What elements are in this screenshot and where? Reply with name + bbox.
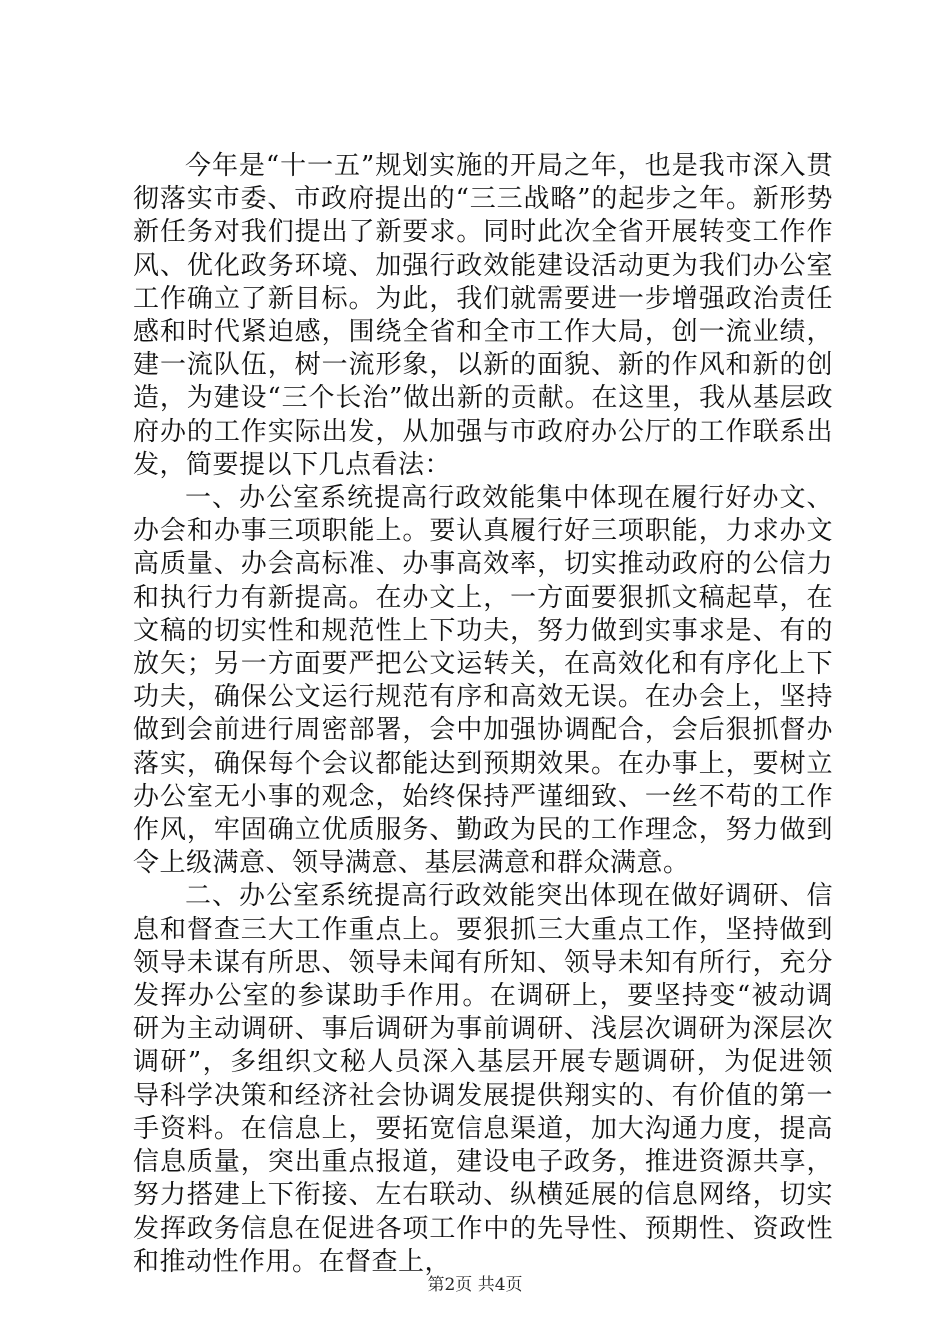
- paragraph-point-one: 一、办公室系统提高行政效能集中体现在履行好办文、办会和办事三项职能上。要认真履行好三项职能，力求办文高质量、办会高标准、办事高效率，切实推动政府的公信力和执行力有新提高。在办文上，一方面要狠抓文稿起草，在文稿的切实性和规范性上下功夫，努力做到实事求是、有的放矢；另一方面要严把公文运转关，在高效化和有序化上下功夫，确保公文运行规范有序和高效无误。在办会上，坚持做到会前进行周密部署，会中加强协调配合，会后狠抓督办落实，确保每个会议都能达到预期效果。在办事上，要树立办公室无小事的观念，始终保持严谨细致、一丝不苟的工作作风，牢固确立优质服务、勤政为民的工作理念，努力做到令上级满意、领导满意、基层满意和群众满意。: [133, 483, 833, 879]
- paragraph-intro: 今年是“十一五”规划实施的开局之年，也是我市深入贯彻落实市委、市政府提出的“三三战略”的起步之年。新形势新任务对我们提出了新要求。同时此次全省开展转变工作作风、优化政务环境、加强行政效能建设活动更为我们办公室工作确立了新目标。为此，我们就需要进一步增强政治责任感和时代紧迫感，围绕全省和全市工作大局，创一流业绩，建一流队伍，树一流形象，以新的面貌、新的作风和新的创造，为建设“三个长治”做出新的贡献。在这里，我从基层政府办的工作实际出发，从加强与市政府办公厅的工作联系出发，简要提以下几点看法：: [133, 151, 833, 480]
- document-body: [133, 150, 833, 1279]
- paragraph-point-two: 二、办公室系统提高行政效能突出体现在做好调研、信息和督查三大工作重点上。要狠抓三大重点工作，坚持做到领导未谋有所思、领导未闻有所知、领导未知有所行，充分发挥办公室的参谋助手作用。在调研上，要坚持变“被动调研为主动调研、事后调研为事前调研、浅层次调研为深层次调研”，多组织文秘人员深入基层开展专题调研，为促进领导科学决策和经济社会协调发展提供翔实的、有价值的第一手资料。在信息上，要拓宽信息渠道，加大沟通力度，提高信息质量，突出重点报道，建设电子政务，推进资源共享，努力搭建上下衔接、左右联动、纵横延展的信息网络，切实发挥政务信息在促进各项工作中的先导性、预期性、资政性和推动性作用。在督查上，: [133, 881, 833, 1277]
- page-number-footer: 第2页 共4页: [427, 1275, 523, 1295]
